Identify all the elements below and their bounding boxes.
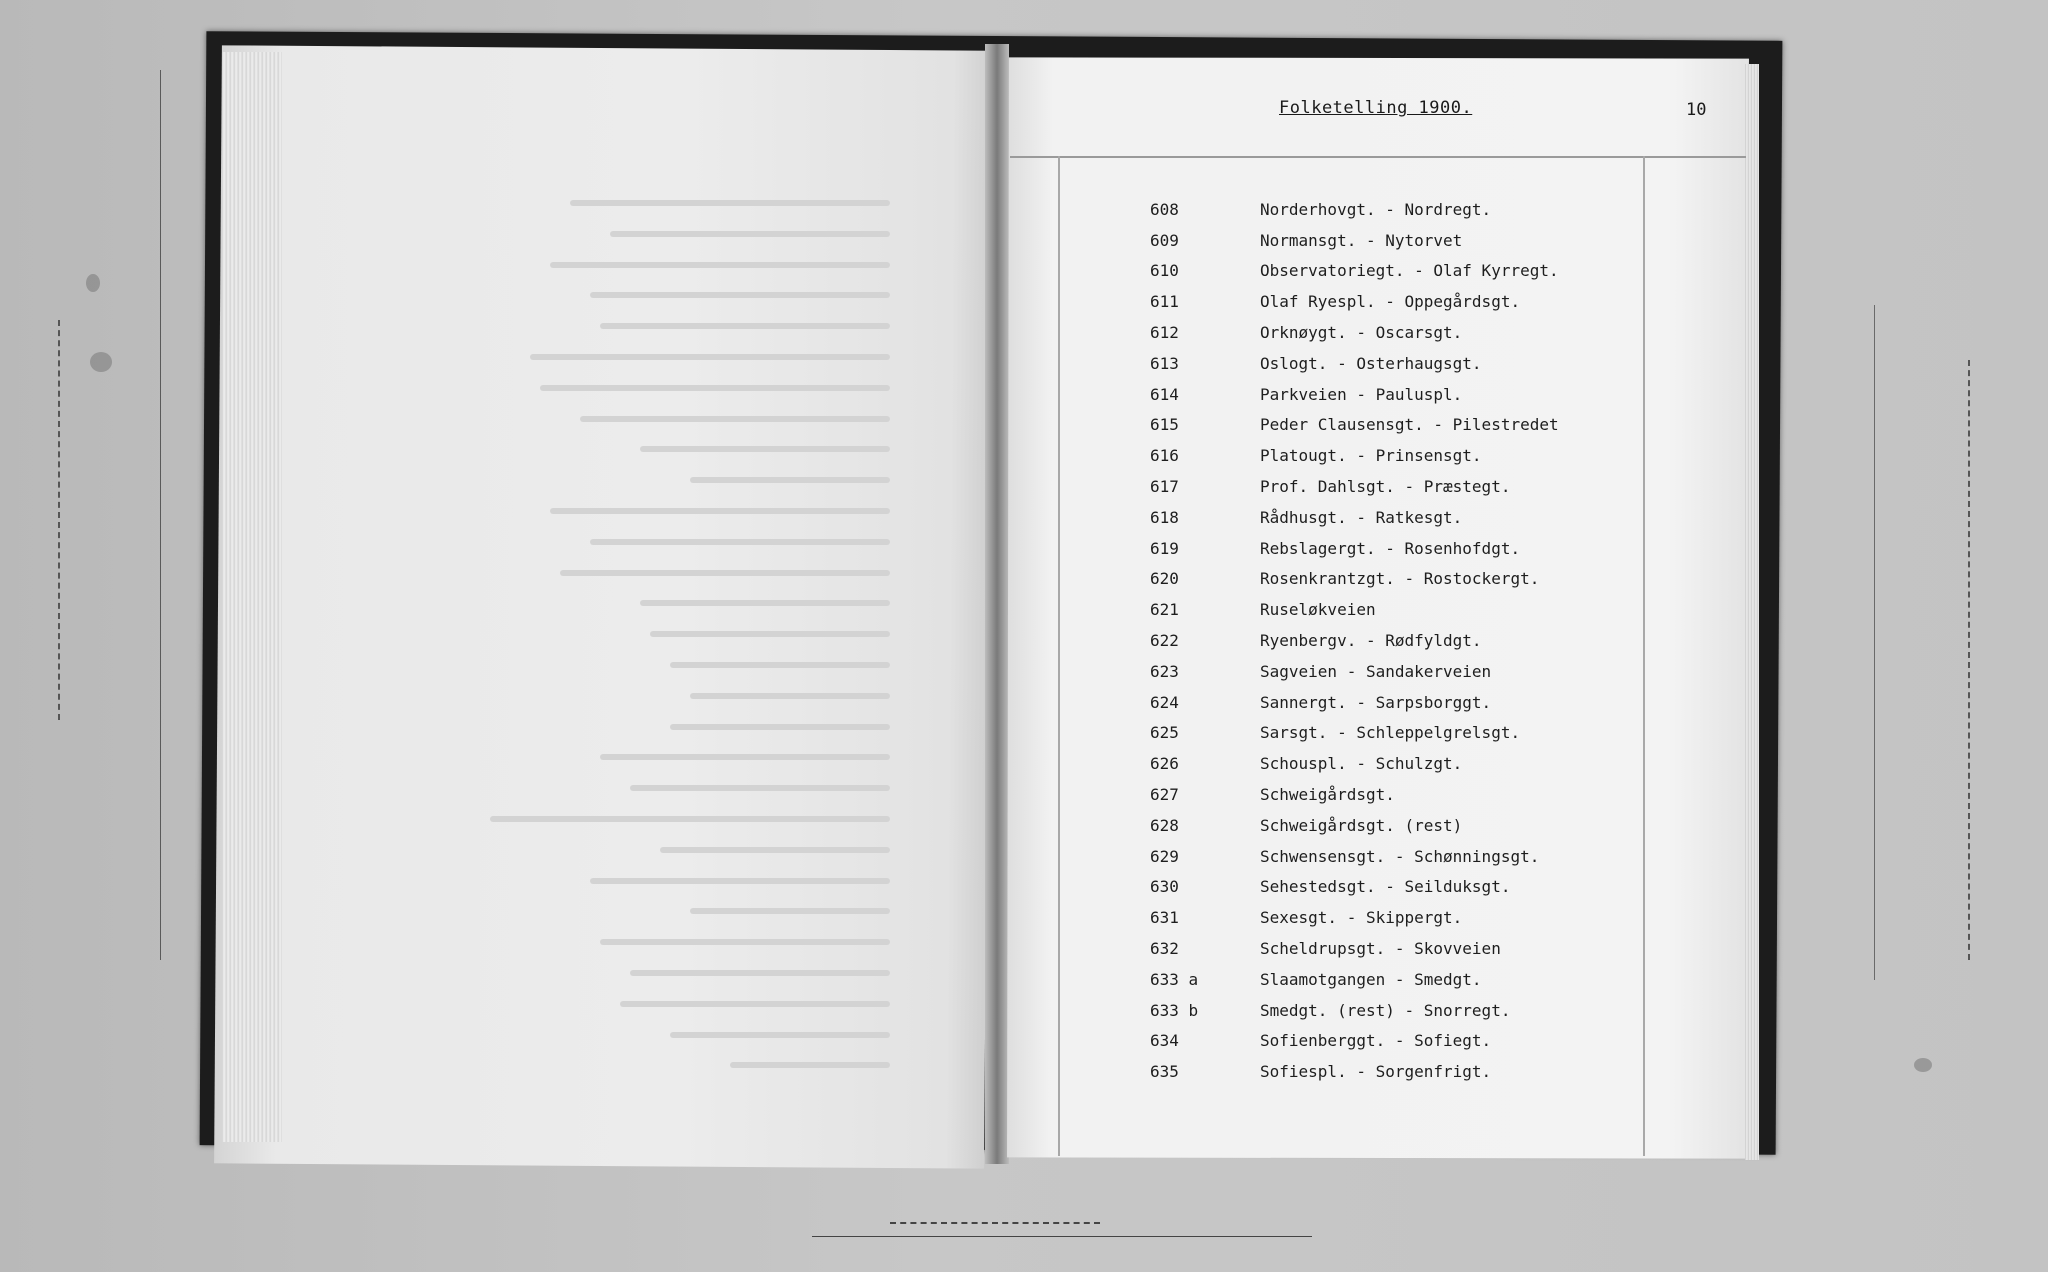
ghost-line — [420, 837, 890, 868]
entry-streets: Sofiespl. - Sorgenfrigt. — [1260, 1062, 1492, 1082]
entry-streets: Prof. Dahlsgt. - Præstegt. — [1260, 477, 1511, 497]
entry-streets: Slaamotgangen - Smedgt. — [1260, 969, 1482, 989]
ghost-line — [420, 436, 890, 467]
entry-number: 611 — [1150, 292, 1179, 312]
entry-streets: Sofienberggt. - Sofiegt. — [1260, 1031, 1492, 1051]
entry-number: 619 — [1150, 538, 1179, 558]
ghost-line — [420, 868, 890, 899]
entry-number: 609 — [1150, 230, 1179, 250]
list-item — [1150, 317, 1610, 348]
ghost-line — [420, 252, 890, 283]
entry-number: 625 — [1150, 723, 1179, 743]
entry-number: 633 a — [1150, 969, 1199, 989]
entry-streets: Normansgt. - Nytorvet — [1260, 230, 1463, 250]
list-item — [1150, 379, 1610, 410]
page-number: 10 — [1686, 100, 1707, 120]
list-item — [1150, 1056, 1610, 1087]
entry-number: 615 — [1150, 415, 1179, 435]
list-item — [1150, 995, 1610, 1026]
list-item — [1150, 564, 1610, 595]
page-edges — [222, 52, 282, 1142]
entry-number: 624 — [1150, 692, 1179, 712]
list-item — [1150, 779, 1610, 810]
list-item — [1150, 902, 1610, 933]
entry-number: 635 — [1150, 1062, 1179, 1082]
list-item — [1150, 748, 1610, 779]
entry-number: 613 — [1150, 353, 1179, 373]
list-item — [1150, 440, 1610, 471]
list-item — [1150, 933, 1610, 964]
ghost-line — [420, 683, 890, 714]
entry-streets: Rosenkrantzgt. - Rostockergt. — [1260, 569, 1540, 589]
ghost-line — [420, 1052, 890, 1083]
page-title: Folketelling 1900. — [1279, 98, 1473, 118]
ghost-line — [420, 313, 890, 344]
entry-number: 622 — [1150, 631, 1179, 651]
list-item — [1150, 225, 1610, 256]
ghost-line — [420, 590, 890, 621]
ghost-line — [420, 898, 890, 929]
entry-number: 627 — [1150, 785, 1179, 805]
entry-streets: Rådhusgt. - Ratkesgt. — [1260, 507, 1463, 527]
ghost-line — [420, 190, 890, 221]
margin-scribble — [58, 320, 68, 720]
scan-bottom-line — [812, 1236, 1312, 1237]
entry-number: 634 — [1150, 1031, 1179, 1051]
ink-smudge — [86, 274, 100, 292]
entry-number: 608 — [1150, 199, 1179, 219]
list-item — [1150, 625, 1610, 656]
bleed-through-text — [420, 190, 890, 1083]
list-item — [1150, 964, 1610, 995]
entry-number: 632 — [1150, 939, 1179, 959]
ghost-line — [420, 467, 890, 498]
entry-streets: Schouspl. - Schulzgt. — [1260, 754, 1463, 774]
list-item — [1150, 410, 1610, 441]
entry-streets: Norderhovgt. - Nordregt. — [1260, 199, 1492, 219]
entry-streets: Schwensensgt. - Schønningsgt. — [1260, 846, 1540, 866]
ghost-line — [420, 744, 890, 775]
entry-number: 617 — [1150, 477, 1179, 497]
scan-margin-line — [1874, 305, 1875, 980]
column-rule-left — [1058, 156, 1060, 1156]
ghost-line — [420, 375, 890, 406]
entry-number: 618 — [1150, 507, 1179, 527]
ghost-line — [420, 498, 890, 529]
entry-number: 610 — [1150, 261, 1179, 281]
ghost-line — [420, 806, 890, 837]
page-edges — [1745, 64, 1759, 1160]
ghost-line — [420, 775, 890, 806]
ghost-line — [420, 714, 890, 745]
list-item — [1150, 594, 1610, 625]
ghost-line — [420, 406, 890, 437]
scan-margin-line — [160, 70, 161, 960]
entry-streets: Sarsgt. - Schleppelgrelsgt. — [1260, 723, 1521, 743]
list-item — [1150, 872, 1610, 903]
ghost-line — [420, 560, 890, 591]
list-item — [1150, 810, 1610, 841]
entry-number: 621 — [1150, 600, 1179, 620]
column-rule-right — [1643, 156, 1645, 1156]
ink-smudge — [1914, 1058, 1932, 1072]
entry-number: 633 b — [1150, 1000, 1199, 1020]
entry-number: 626 — [1150, 754, 1179, 774]
ghost-line — [420, 991, 890, 1022]
entry-streets: Schweigårdsgt. — [1260, 785, 1395, 805]
entry-number: 630 — [1150, 877, 1179, 897]
entry-number: 631 — [1150, 908, 1179, 928]
entry-streets: Orknøygt. - Oscarsgt. — [1260, 323, 1463, 343]
entry-streets: Platougt. - Prinsensgt. — [1260, 446, 1482, 466]
entry-streets: Olaf Ryespl. - Oppegårdsgt. — [1260, 292, 1521, 312]
list-item — [1150, 502, 1610, 533]
entry-number: 612 — [1150, 323, 1179, 343]
book-gutter — [985, 44, 1009, 1164]
ghost-line — [420, 652, 890, 683]
list-item — [1150, 348, 1610, 379]
entry-streets: Sexesgt. - Skippergt. — [1260, 908, 1463, 928]
list-item — [1150, 286, 1610, 317]
entry-number: 620 — [1150, 569, 1179, 589]
entry-number: 628 — [1150, 815, 1179, 835]
entry-number: 629 — [1150, 846, 1179, 866]
list-item — [1150, 471, 1610, 502]
ghost-line — [420, 221, 890, 252]
list-item — [1150, 656, 1610, 687]
entry-streets: Ruseløkveien — [1260, 600, 1376, 620]
ghost-line — [420, 529, 890, 560]
entry-streets: Oslogt. - Osterhaugsgt. — [1260, 353, 1482, 373]
entry-list — [1150, 194, 1610, 1087]
entry-number: 616 — [1150, 446, 1179, 466]
entry-streets: Sagveien - Sandakerveien — [1260, 661, 1492, 681]
ghost-line — [420, 960, 890, 991]
list-item — [1150, 256, 1610, 287]
ghost-line — [420, 929, 890, 960]
list-item — [1150, 533, 1610, 564]
entry-streets: Rebslagergt. - Rosenhofdgt. — [1260, 538, 1521, 558]
bottom-scribble — [890, 1222, 1100, 1232]
ghost-line — [420, 1022, 890, 1053]
entry-streets: Schweigårdsgt. (rest) — [1260, 815, 1463, 835]
list-item — [1150, 718, 1610, 749]
entry-streets: Smedgt. (rest) - Snorregt. — [1260, 1000, 1511, 1020]
list-item — [1150, 687, 1610, 718]
margin-scribble — [1968, 360, 1972, 960]
entry-streets: Sehestedsgt. - Seilduksgt. — [1260, 877, 1511, 897]
entry-streets: Ryenbergv. - Rødfyldgt. — [1260, 631, 1482, 651]
list-item — [1150, 1026, 1610, 1057]
entry-streets: Sannergt. - Sarpsborggt. — [1260, 692, 1492, 712]
entry-streets: Scheldrupsgt. - Skovveien — [1260, 939, 1501, 959]
ghost-line — [420, 344, 890, 375]
entry-streets: Parkveien - Pauluspl. — [1260, 384, 1463, 404]
ghost-line — [420, 282, 890, 313]
header-rule — [1010, 156, 1746, 158]
entry-number: 623 — [1150, 661, 1179, 681]
entry-streets: Observatoriegt. - Olaf Kyrregt. — [1260, 261, 1559, 281]
entry-streets: Peder Clausensgt. - Pilestredet — [1260, 415, 1559, 435]
entry-number: 614 — [1150, 384, 1179, 404]
list-item — [1150, 194, 1610, 225]
ink-smudge — [90, 352, 112, 372]
list-item — [1150, 841, 1610, 872]
ghost-line — [420, 621, 890, 652]
